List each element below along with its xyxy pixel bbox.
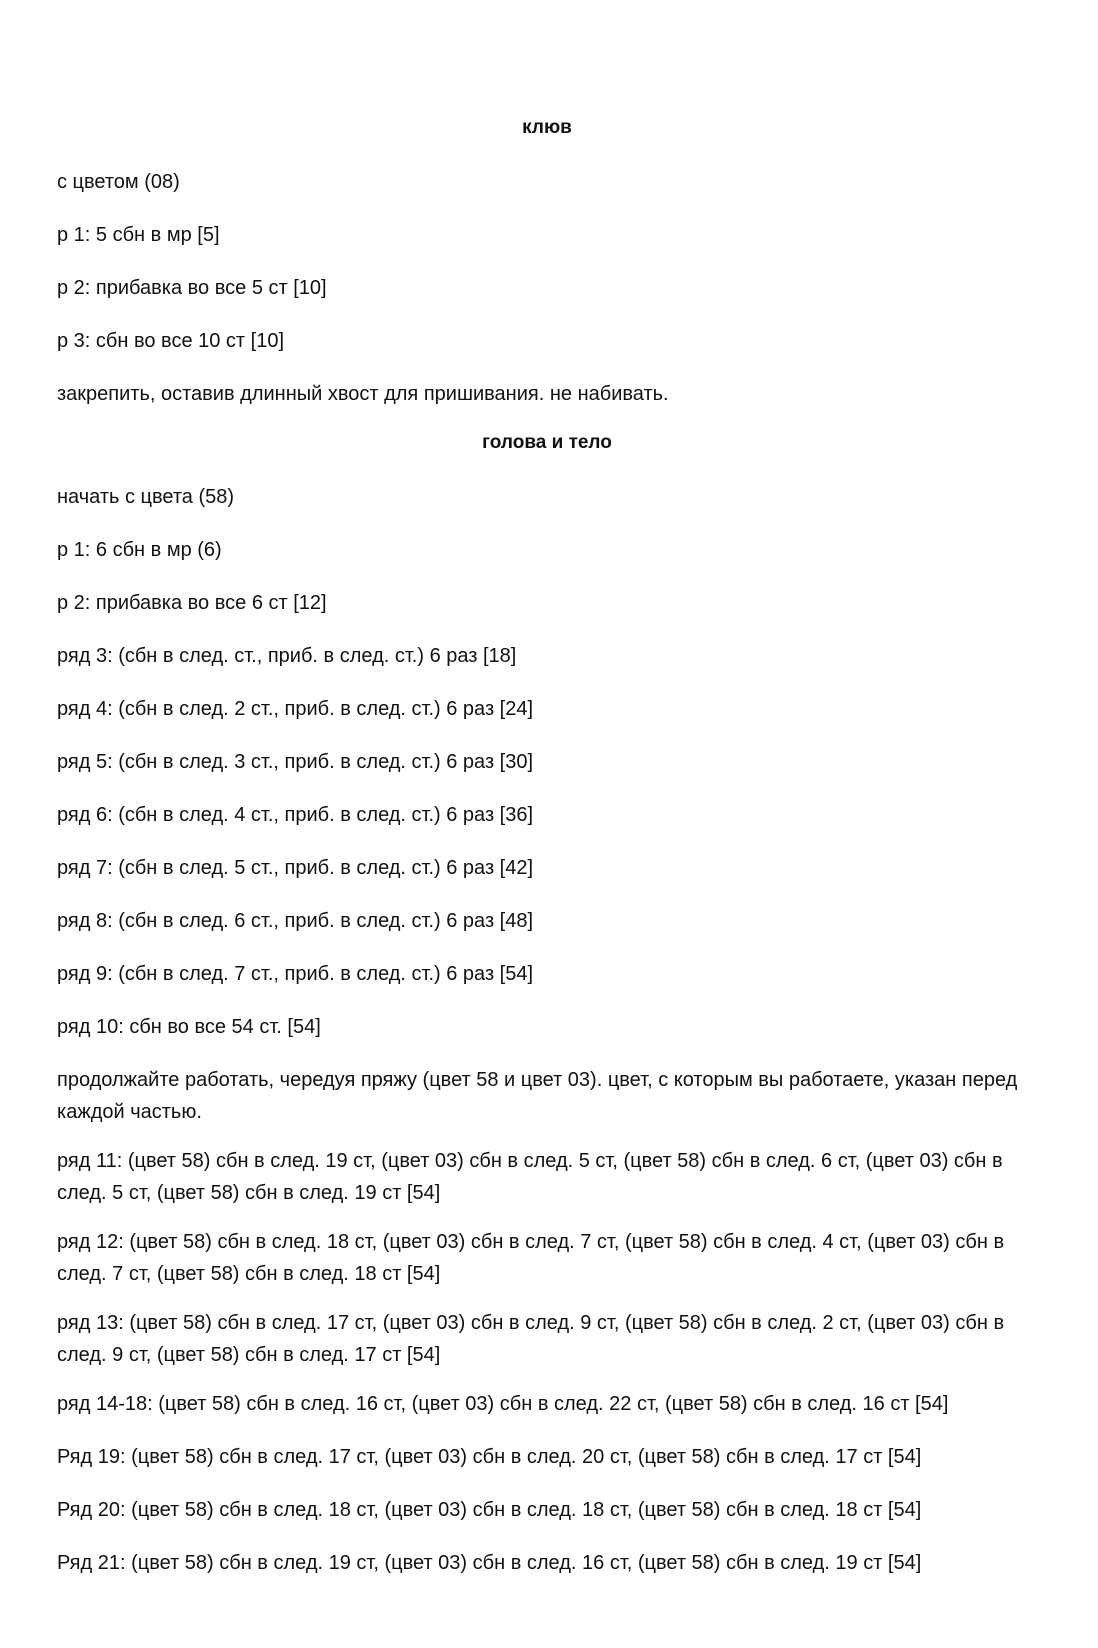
section-title-beak: клюв — [522, 117, 572, 138]
text-line: р 3: сбн во все 10 ст [10] — [57, 330, 285, 352]
text-line: ряд 6: (сбн в след. 4 ст., приб. в след. ст.) 6 раз [36] — [57, 804, 534, 826]
text-line: начать с цвета (58) — [57, 486, 235, 508]
text-paragraph: ряд 12: (цвет 58) сбн в след. 18 ст, (цвет 03) сбн в след. 7 ст, (цвет 58) сбн в след. 4 ст, (цвет 03) сбн в след. 7 ст, (цвет 58) сбн в след. 18 ст [54] — [57, 1231, 1005, 1285]
text-line: закрепить, оставив длинный хвост для пришивания. не набивать. — [57, 383, 669, 405]
text-line: с цветом (08) — [57, 171, 180, 193]
text-line: ряд 7: (сбн в след. 5 ст., приб. в след. ст.) 6 раз [42] — [57, 857, 534, 879]
text-paragraph: продолжайте работать, чередуя пряжу (цвет 58 и цвет 03). цвет, с которым вы работаете, указан перед каждой частью. — [57, 1069, 1018, 1123]
text-line: Ряд 21: (цвет 58) сбн в след. 19 ст, (цвет 03) сбн в след. 16 ст, (цвет 58) сбн в след. 19 ст [54] — [57, 1552, 922, 1574]
text-line: р 2: прибавка во все 5 ст [10] — [57, 277, 327, 299]
text-line: Ряд 20: (цвет 58) сбн в след. 18 ст, (цвет 03) сбн в след. 18 ст, (цвет 58) сбн в след. 18 ст [54] — [57, 1499, 922, 1521]
text-line: р 2: прибавка во все 6 ст [12] — [57, 592, 327, 614]
text-line: р 1: 5 сбн в мр [5] — [57, 224, 220, 246]
text-line: ряд 8: (сбн в след. 6 ст., приб. в след. ст.) 6 раз [48] — [57, 910, 534, 932]
text-line: р 1: 6 сбн в мр (6) — [57, 539, 222, 561]
text-line: ряд 9: (сбн в след. 7 ст., приб. в след. ст.) 6 раз [54] — [57, 963, 534, 985]
document-page — [57, 116, 1037, 1600]
text-line: ряд 14-18: (цвет 58) сбн в след. 16 ст, (цвет 03) сбн в след. 22 ст, (цвет 58) сбн в след. 16 ст [54] — [57, 1393, 949, 1415]
text-line: ряд 5: (сбн в след. 3 ст., приб. в след. ст.) 6 раз [30] — [57, 751, 534, 773]
text-paragraph: ряд 13: (цвет 58) сбн в след. 17 ст, (цвет 03) сбн в след. 9 ст, (цвет 58) сбн в след. 2 ст, (цвет 03) сбн в след. 9 ст, (цвет 58) сбн в след. 17 ст [54] — [57, 1312, 1005, 1366]
text-paragraph: ряд 11: (цвет 58) сбн в след. 19 ст, (цвет 03) сбн в след. 5 ст, (цвет 58) сбн в след. 6 ст, (цвет 03) сбн в след. 5 ст, (цвет 58) сбн в след. 19 ст [54] — [57, 1150, 1003, 1204]
section-title-head-body: голова и тело — [482, 432, 612, 453]
text-line: ряд 3: (сбн в след. ст., приб. в след. ст.) 6 раз [18] — [57, 645, 517, 667]
text-line: Ряд 19: (цвет 58) сбн в след. 17 ст, (цвет 03) сбн в след. 20 ст, (цвет 58) сбн в след. 17 ст [54] — [57, 1446, 922, 1468]
text-line: ряд 4: (сбн в след. 2 ст., приб. в след. ст.) 6 раз [24] — [57, 698, 534, 720]
text-line: ряд 10: сбн во все 54 ст. [54] — [57, 1016, 321, 1038]
